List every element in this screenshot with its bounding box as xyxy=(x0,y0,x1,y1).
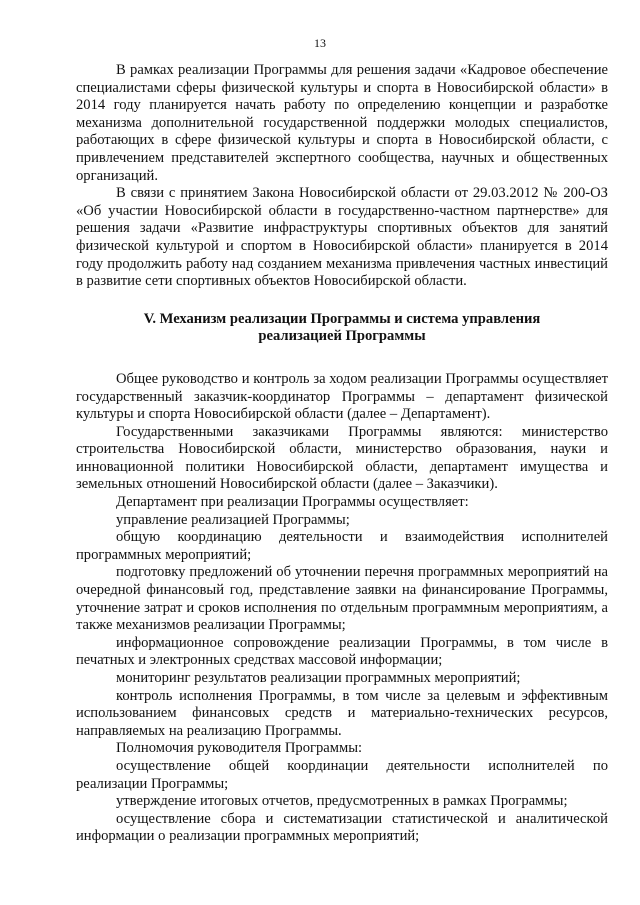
paragraph-department-duties-intro: Департамент при реализации Программы осуществляет: xyxy=(116,494,469,511)
list-item-monitoring: мониторинг результатов реализации программных мероприятий; xyxy=(116,670,521,686)
section-heading-line-1: V. Механизм реализации Программы и система управления xyxy=(143,310,541,327)
list-item-final-reports: утверждение итоговых отчетов, предусмотренных в рамках Программы; xyxy=(116,793,568,810)
list-item-statistics: осуществление сбора и систематизации статистической и аналитической информации о реализации программных мероприятий; xyxy=(76,810,608,845)
list-item-information-support: информационное сопровождение реализации Программы, в том числе в печатных и электронных средствах массовой информации; xyxy=(76,634,608,669)
list-item-control: контроль исполнения Программы, в том числе за целевым и эффективным использованием финансовых средств и материально-технических ресурсов, направляемых на реализацию Программы. xyxy=(76,687,608,739)
list-item-management: управление реализацией Программы; xyxy=(116,511,350,528)
paragraph-state-customers: Государственными заказчиками Программы являются: министерство строительства Новосибирской области, министерство образования, науки и инновационной политики Новосибирской области, департамент имущества и земельных отношений Новосибирской области (далее – Заказчики). xyxy=(76,423,608,493)
paragraph-personnel-task: В рамках реализации Программы для решения задачи «Кадровое обеспечение специалистами сферы физической культуры и спорта в Новосибирской области» в 2014 году планируется начать работу по определению концепции и разработке механизма дополнительной государственной поддержки молодых специалистов, работающих в сфере физической культуры и спорта в Новосибирской области, с привлечением представителей экспертного сообщества, научных и общественных организаций. xyxy=(76,62,608,184)
paragraph-head-powers-intro: Полномочия руководителя Программы: xyxy=(116,740,363,757)
page-number: 13 xyxy=(314,36,326,50)
list-item-proposals: подготовку предложений об уточнении перечня программных мероприятий на очередной финансовый год, представление заявки на финансирование Программы, уточнение затрат и сроков исполнения по отдельным программным мероприятиям, а также механизмов реализации Программы; xyxy=(76,564,608,634)
section-heading xyxy=(76,311,608,346)
paragraph-general-management: Общее руководство и контроль за ходом реализации Программы осуществляет государственный заказчик-координатор Программы – департамент физической культуры и спорта Новосибирской области (далее – Департамент). xyxy=(76,370,608,423)
document-body xyxy=(76,62,608,846)
paragraph-public-private-partnership: В связи с принятием Закона Новосибирской области от 29.03.2012 № 200-ОЗ «Об участии Новосибирской области в государственно-частном партнерстве» для решения задачи «Развитие инфраструктуры спортивных объектов для занятий физической культурой и спортом в Новосибирской области» планируется в 2014 году продолжить работу над созданием механизма привлечения частных инвестиций в развитие сети спортивных объектов Новосибирской области. xyxy=(76,185,608,290)
list-item-general-coordination: осуществление общей координации деятельности исполнителей по реализации Программы; xyxy=(76,757,608,792)
section-heading-line-2: реализацией Программы xyxy=(258,328,426,345)
list-item-coordination: общую координацию деятельности и взаимодействия исполнителей программных мероприятий; xyxy=(76,529,608,563)
